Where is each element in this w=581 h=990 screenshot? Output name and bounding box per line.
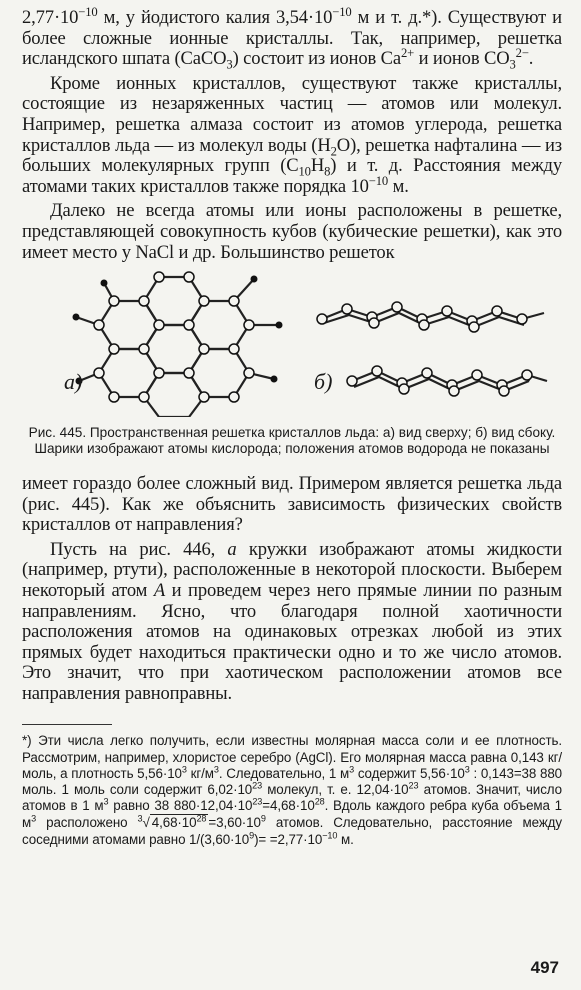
paragraph-1: $2,77\cdot 10^{-10}$ м, у йодистого калия $3,54\cdot 10^{-10}$ м и т. д.*). Существуют и более сложные ионные кристаллы. Так, например, решетка исландского шпата (СаСО$_3$) состоит из ионов $Са^{2+}$ и ионов $СО_3^{2-}$. [22, 4, 562, 72]
page [22, 4, 563, 848]
paragraph-3: Далеко не всегда атомы или ионы расположены в решетке, представляющей совокупность кубов (кубические решетки), как это имеет место у NaCl и др. Большинство решеток [22, 200, 562, 263]
figure-label-a: а) [64, 369, 83, 395]
paragraph-2: Кроме ионных кристаллов, существуют также кристаллы, состоящие из незаряженных частиц — атомов или молекул. Например, решетка алмаза состоит из атомов углерода, решетка кристаллов льда — из молекул воды $(Н_2О)$, решетка нафталина — из больших молекулярных групп $(С_{10}Н_8)$ и т. д. Расстояния между атомами таких кристаллов также порядка $10^{-10}$ м. [22, 72, 562, 197]
footnote-separator [22, 724, 112, 725]
figure-445 [22, 269, 562, 419]
paragraph-4: имеет гораздо более сложный вид. Примером является решетка льда (рис. 445). Как же объяснить зависимость физических свойств кристаллов от направления? [22, 472, 562, 536]
footnote: *) Эти числа легко получить, если известны молярная масса соли и ее плотность. Рассмотрим, например, хлористое серебро (AgCl). Его молярная масса равна 0,143 кг/моль, а плотность $5,56\cdot 10^3$ $кг/м^3$. Следовательно, 1 $м^3$ содержит $5,56\cdot 10^3$ : 0,143=38 880 моль. 1 моль соли содержит $6,02\cdot 10^{23}$ молекул, т. е. $12,04\cdot 10^{23}$ атомов. Значит, число атомов в 1 $м^3$ равно 38 $880\cdot 12,04\cdot 10^{23}=4,68\cdot 10^{28}$. Вдоль каждого ребра куба объема 1 $м^3$ расположено $^3$√ $4,68\cdot 10^{28} =3,60\cdot 10^9$ атомов. Следовательно, расстояние между соседними атомами равно $1/(3,60\cdot 10^9)= =2,77\cdot 10^{-10}$ м. [22, 733, 563, 847]
ice-lattice-side-view [312, 289, 552, 414]
page-number: 497 [530, 958, 559, 977]
figure-label-b: б) [314, 369, 333, 395]
ice-lattice-top-view [64, 269, 294, 417]
paragraph-5: Пусть на рис. 446, а кружки изображают атомы жидкости (например, ртути), расположенные в некоторой плоскости. Выберем некоторый атом А и проведем через него прямые линии по разным направлениям. Ясно, что благодаря полной хаотичности расположения атомов на одинаковых отрезках любой из этих прямых будет находиться практически одно и то же число атомов. Это значит, что при хаотическом расположении атомов все направления равноправны. [22, 538, 563, 704]
figure-caption: Рис. 445. Пространственная решетка кристаллов льда: а) вид сверху; б) вид сбоку. Шарики изображают атомы кислорода; положения атомов водорода не показаны [28, 425, 556, 456]
